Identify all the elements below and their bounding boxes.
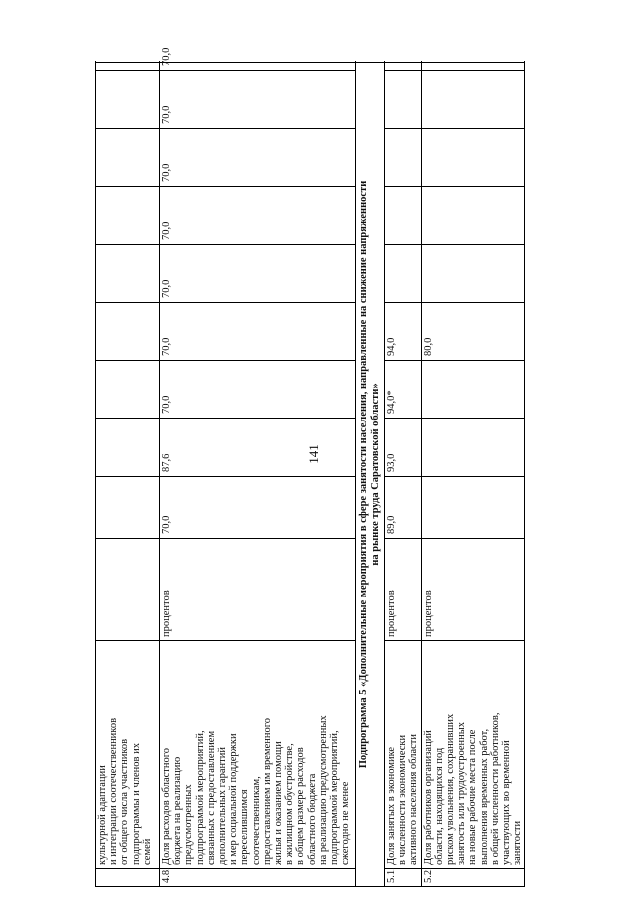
row-number: 5.1. [385, 869, 422, 887]
page-number: 141 [305, 444, 321, 464]
row-number [96, 869, 160, 887]
unit-cell: процентов [385, 539, 422, 641]
value-cell: 94,0 [385, 303, 422, 361]
indicator-table [95, 47, 525, 887]
row-number: 4.8. [160, 869, 356, 887]
table-row [421, 63, 525, 887]
value-cell [96, 187, 160, 245]
indicator-name: Доля расходов областного бюджета на реализацию предусмотренных подпрограммой мероприятий, связанных с предоставлением дополнительных гарантий и мер социальной поддержки переселившимся соотечественникам, предоставлением им временного жилья и оказанием помощи в жилищном обустройстве, в общем размере расходов областного бюджета на реализацию предусмотренных подпрограммой мероприятий, сжегодно не менее [160, 641, 356, 869]
value-cell [96, 129, 160, 187]
value-cell: 70,0 [160, 187, 356, 245]
section-row [356, 63, 385, 887]
value-cell: 94,0* [385, 361, 422, 419]
value-cell [96, 361, 160, 419]
value-cell [421, 361, 525, 419]
value-cell: 87,6 [160, 419, 356, 477]
table-row [96, 63, 160, 887]
value-cell [421, 187, 525, 245]
value-cell [385, 71, 422, 129]
value-cell [421, 129, 525, 187]
value-cell [385, 245, 422, 303]
value-cell: 89,0 [385, 477, 422, 539]
value-cell: 70,0 [160, 63, 356, 71]
value-cell [96, 71, 160, 129]
value-cell [96, 63, 160, 71]
value-cell [421, 71, 525, 129]
value-cell: 70,0 [160, 245, 356, 303]
unit-cell [96, 539, 160, 641]
value-cell [385, 63, 422, 71]
value-cell: 93,0 [385, 419, 422, 477]
row-number: 5.2. [421, 869, 525, 887]
value-cell: 70,0 [160, 361, 356, 419]
value-cell [385, 187, 422, 245]
value-cell [96, 419, 160, 477]
unit-cell: процентов [421, 539, 525, 641]
value-cell [96, 477, 160, 539]
value-cell [385, 129, 422, 187]
value-cell [421, 245, 525, 303]
indicator-table-frame [95, 47, 524, 887]
value-cell [96, 245, 160, 303]
value-cell: 70,0 [160, 71, 356, 129]
indicator-name: культурной адаптации и интеграции соотечественников от общего числа участников подпрограммы и членов их семей [96, 641, 160, 869]
value-cell: 70,0 [160, 129, 356, 187]
value-cell: 70,0 [160, 303, 356, 361]
section-heading: Подпрограмма 5 «Дополнительные мероприятия в сфере занятости населения, направленные на снижение напряженности на рынке труда Саратовской области» [356, 63, 385, 887]
value-cell: 80,0 [421, 303, 525, 361]
value-cell: 70,0 [160, 477, 356, 539]
value-cell [421, 63, 525, 71]
indicator-name: Доля занятых в экономике в численности экономически активного населения области [385, 641, 422, 869]
value-cell [421, 477, 525, 539]
unit-cell: процентов [160, 539, 356, 641]
table-row [385, 63, 422, 887]
indicator-name: Доля работников организаций области, находящихся под риском увольнения, сохранивших занятость или трудоустроенных на новые рабочие места после выполнения временных работ, в общей численности работников, участвующих во временной занятости [421, 641, 525, 869]
table-row [160, 63, 356, 887]
value-cell [421, 419, 525, 477]
value-cell [96, 303, 160, 361]
